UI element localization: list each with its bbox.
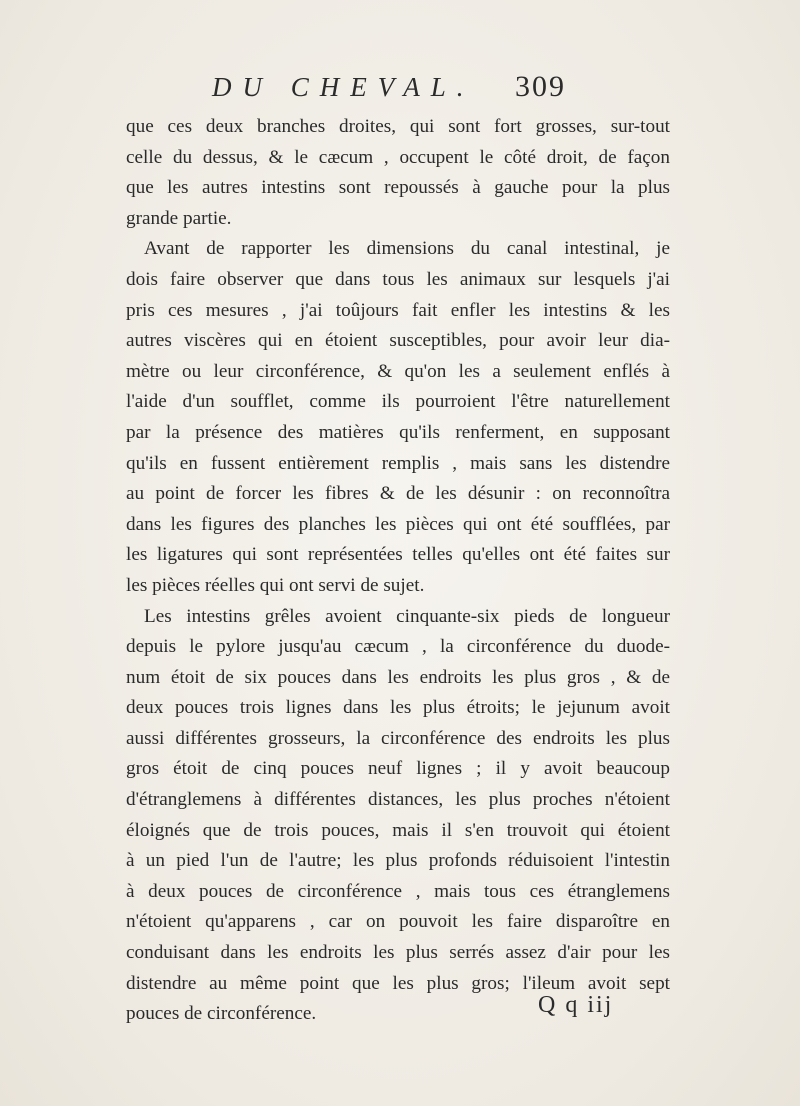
text-line: Avant de rapporter les dimensions du canal intestinal, je bbox=[144, 238, 670, 260]
text-line: éloignés que de trois pouces, mais il s'en trouvoit qui étoient bbox=[126, 819, 670, 841]
text-line: à un pied l'un de l'autre; les plus profonds réduisoient l'intestin bbox=[126, 850, 670, 872]
page-number: 309 bbox=[515, 70, 566, 103]
text-line: conduisant dans les endroits les plus serrés assez d'air pour les bbox=[126, 942, 670, 964]
text-line: dans les figures des planches les pièces qui ont été soufflées, par bbox=[126, 513, 670, 535]
text-line: deux pouces trois lignes dans les plus étroits; le jejunum avoit bbox=[126, 697, 670, 719]
text-line: num étoit de six pouces dans les endroits les plus gros , & de bbox=[126, 666, 670, 688]
text-line: d'étranglemens à différentes distances, les plus proches n'étoient bbox=[126, 789, 670, 811]
text-line: à deux pouces de circonférence , mais tous ces étranglemens bbox=[126, 880, 670, 902]
text-line: que ces deux branches droites, qui sont fort grosses, sur-tout bbox=[126, 116, 670, 137]
text-line: les ligatures qui sont représentées telles qu'elles ont été faites sur bbox=[126, 544, 670, 566]
body-text bbox=[126, 112, 670, 1030]
text-line: au point de forcer les fibres & de les désunir : on reconnoîtra bbox=[126, 483, 670, 505]
text-line: Les intestins grêles avoient cinquante-six pieds de longueur bbox=[144, 605, 670, 627]
text-line: l'aide d'un soufflet, comme ils pourroient l'être naturellement bbox=[126, 391, 670, 413]
text-line: gros étoit de cinq pouces neuf lignes ; il y avoit beaucoup bbox=[126, 758, 670, 780]
text-line: par la présence des matières qu'ils renferment, en supposant bbox=[126, 421, 670, 443]
signature-mark: Q q iij bbox=[538, 992, 614, 1018]
text-line: que les autres intestins sont repoussés à gauche pour la plus bbox=[126, 177, 670, 199]
text-line: qu'ils en fussent entièrement remplis , mais sans les distendre bbox=[126, 452, 670, 474]
text-line: grande partie. bbox=[126, 207, 232, 229]
text-line: depuis le pylore jusqu'au cæcum , la circonférence du duode- bbox=[126, 636, 670, 658]
text-line: celle du dessus, & le cæcum , occupent le côté droit, de façon bbox=[126, 146, 670, 168]
text-line: les pièces réelles qui ont servi de sujet. bbox=[126, 574, 425, 596]
text-line: n'étoient qu'apparens , car on pouvoit les faire disparoître en bbox=[126, 911, 670, 933]
text-line: distendre au même point que les plus gros; l'ileum avoit sept bbox=[126, 972, 670, 994]
text-line: mètre ou leur circonférence, & qu'on les a seulement enflés à bbox=[126, 360, 670, 382]
text-line: dois faire observer que dans tous les animaux sur lesquels j'ai bbox=[126, 268, 670, 290]
text-line: pris ces mesures , j'ai toûjours fait enfler les intestins & les bbox=[126, 299, 670, 321]
running-title: DU CHEVAL. bbox=[212, 72, 475, 102]
text-line: aussi différentes grosseurs, la circonférence des endroits les plus bbox=[126, 727, 670, 749]
text-line: autres viscères qui en étoient susceptibles, pour avoir leur dia- bbox=[126, 330, 670, 352]
text-line: pouces de circonférence. bbox=[126, 1003, 317, 1025]
